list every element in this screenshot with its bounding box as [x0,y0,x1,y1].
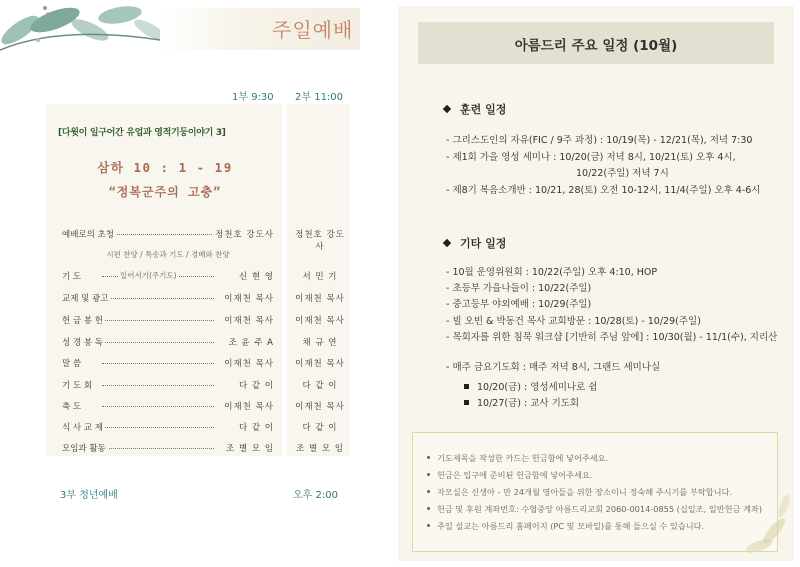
order-item: 헌 금 봉 헌 [62,316,103,326]
friday-item [464,395,579,409]
order-row [62,270,274,284]
dot-bullet-icon [427,490,430,493]
schedule-header [418,22,774,64]
sermon-title: “정복군주의 고충” [108,185,222,199]
dotted-leader [102,234,214,235]
order-leader-service2: 다 같 이 [302,423,338,433]
other-item: - 매주 금요기도회 : 매주 저녁 8시, 그랜드 세미나실 [446,362,661,373]
training-item: - 제1회 가을 영성 세미나 : 10/20(금) 저녁 8시, 10/21(토) 오후 4시, [446,152,736,163]
leaf-decoration-icon [0,0,170,55]
order-item: 모임과 활동 [62,444,106,454]
dotted-leader [102,320,214,321]
order-leader-service1: 이재천 목사 [224,294,274,304]
order-leader-service2: 이재천 목사 [295,359,345,369]
order-leader-service1: 이재천 목사 [224,359,274,369]
notice-text: 헌금은 입구에 준비된 헌금함에 넣어주세요. [437,470,593,480]
order-leader-service2: 이재천 목사 [295,316,345,326]
order-leader-service1: 다 같 이 [238,381,274,391]
order-row [62,314,274,328]
other-item: - 중고등부 야외예배 : 10/29(주일) [446,299,592,310]
dotted-leader [102,406,214,407]
order-item: 식 사 교 제 [62,423,103,433]
friday-item-label: 10/20(금) : 영성세미나로 쉼 [477,382,598,393]
sunday-bulletin-page [0,0,370,567]
order-item: 기 도 [62,272,82,282]
training-item: - 그리스도인의 자유(FIC / 9주 과정) : 10/19(목) - 12/21(목), 저녁 7:30 [446,135,753,146]
order-leader-service1: 다 같 이 [238,423,274,433]
service3-label: 3부 청년예배 [60,490,118,501]
notice-text: 자모실은 신생아 - 만 24개월 영아들을 위한 장소이니 정숙해 주시기를 부탁합니다. [437,487,733,497]
scripture-reference: 삼하 10 : 1 - 19 [97,160,233,175]
other-item: - 초등부 가을나들이 : 10/22(주일) [446,283,592,294]
other-heading [444,235,506,251]
notice-text: 헌금 및 후원 계좌번호: 수협중앙 아름드리교회 2060-0014-0855 (십일조, 일반헌금 계좌) [437,504,763,514]
dotted-leader [102,342,214,343]
order-leader-service2: 정천호 강도사 [295,230,345,252]
order-leader-service2: 조 별 모 임 [296,444,344,454]
order-item: 성 경 봉 독 [62,338,103,348]
friday-item-label: 10/27(금) : 교사 기도회 [477,398,580,409]
leaf-corner-icon [704,451,794,561]
training-item: - 제8기 복음소개반 : 10/21, 28(토) 오전 10-12시, 11/4(주일) 오후 4-6시 [446,185,761,196]
service1-time: 1부 9:30 [232,92,274,103]
dotted-leader [102,448,214,449]
order-leader-service2: 이재천 목사 [295,294,345,304]
order-row [62,400,274,414]
notice-item [427,453,608,464]
order-leader-service2: 이재천 목사 [295,402,345,412]
dotted-leader [102,363,214,364]
order-leader-service1: 신 현 영 [238,272,274,282]
notice-text: 기도제목을 작성한 카드는 헌금함에 넣어주세요. [437,453,609,463]
notice-text: 주일 설교는 아름드리 홈페이지 (PC 및 모바일)를 통해 들으실 수 있습니다. [437,521,705,531]
order-item: 기 도 회 [62,381,93,391]
schedule-title: 아름드리 주요 일정 (10월) [514,38,678,54]
dotted-leader [102,385,214,386]
order-item: 말 씀 [62,359,82,369]
service2-time: 2부 11:00 [295,92,344,103]
diamond-bullet-icon [443,105,451,113]
order-leader-service2: 채 규 연 [302,338,338,348]
order-row [62,292,274,306]
friday-item [464,379,597,393]
order-subtitle: 시편 찬양 / 특송과 기도 / 경배와 찬양 [106,250,230,259]
notice-item [427,487,732,498]
order-leader-service1: 이재천 목사 [224,316,274,326]
notice-item [427,470,592,481]
other-item: - 빌 오빈 & 박동건 목사 교회방문 : 10/28(토) - 10/29(주일) [446,316,701,327]
service3-time: 오후 2:00 [293,490,338,501]
training-heading [444,101,506,117]
order-item-note: 일어서기(주기도) [120,271,177,280]
order-row [62,357,274,371]
order-item: 축 도 [62,402,82,412]
dot-bullet-icon [427,473,430,476]
order-leader-service2: 다 같 이 [302,381,338,391]
other-item: - 10월 운영위원회 : 10/22(주일) 오후 4:10, HOP [446,267,658,278]
order-row [62,379,274,393]
other-heading-label: 기타 일정 [460,237,507,250]
dotted-leader [102,298,214,299]
order-leader-service1: 조 별 모 임 [226,444,274,454]
order-row [62,336,274,350]
dot-bullet-icon [427,456,430,459]
order-leader-service1: 조 윤 주 A [228,338,274,348]
dotted-leader [102,427,214,428]
dot-bullet-icon [427,524,430,527]
sermon-series: [다윗이 일구어간 유업과 영적기둥이야기 3] [58,128,226,138]
other-item: - 목회자를 위한 침묵 워크샵 [기반히 주님 앞에] : 10/30(월) - 11/1(수), 지리산 [446,332,778,343]
order-item: 예배로의 초청 [62,230,114,240]
order-row [62,228,274,242]
dot-bullet-icon [427,507,430,510]
order-item: 교제 및 광고 [62,294,109,304]
square-bullet-icon [464,400,469,405]
square-bullet-icon [464,384,469,389]
notice-item [427,521,704,532]
training-item-continued: 10/22(주일) 저녁 7시 [576,168,669,179]
diamond-bullet-icon [443,239,451,247]
order-row [62,442,274,456]
page-title: 주일예배 [272,18,354,42]
schedule-page [398,6,794,561]
order-row [62,421,274,435]
order-leader-service1: 이재천 목사 [224,402,274,412]
order-leader-service2: 서 민 기 [302,272,338,282]
training-heading-label: 훈련 일정 [460,103,507,116]
order-leader-service1: 정천호 강도사 [215,230,274,240]
